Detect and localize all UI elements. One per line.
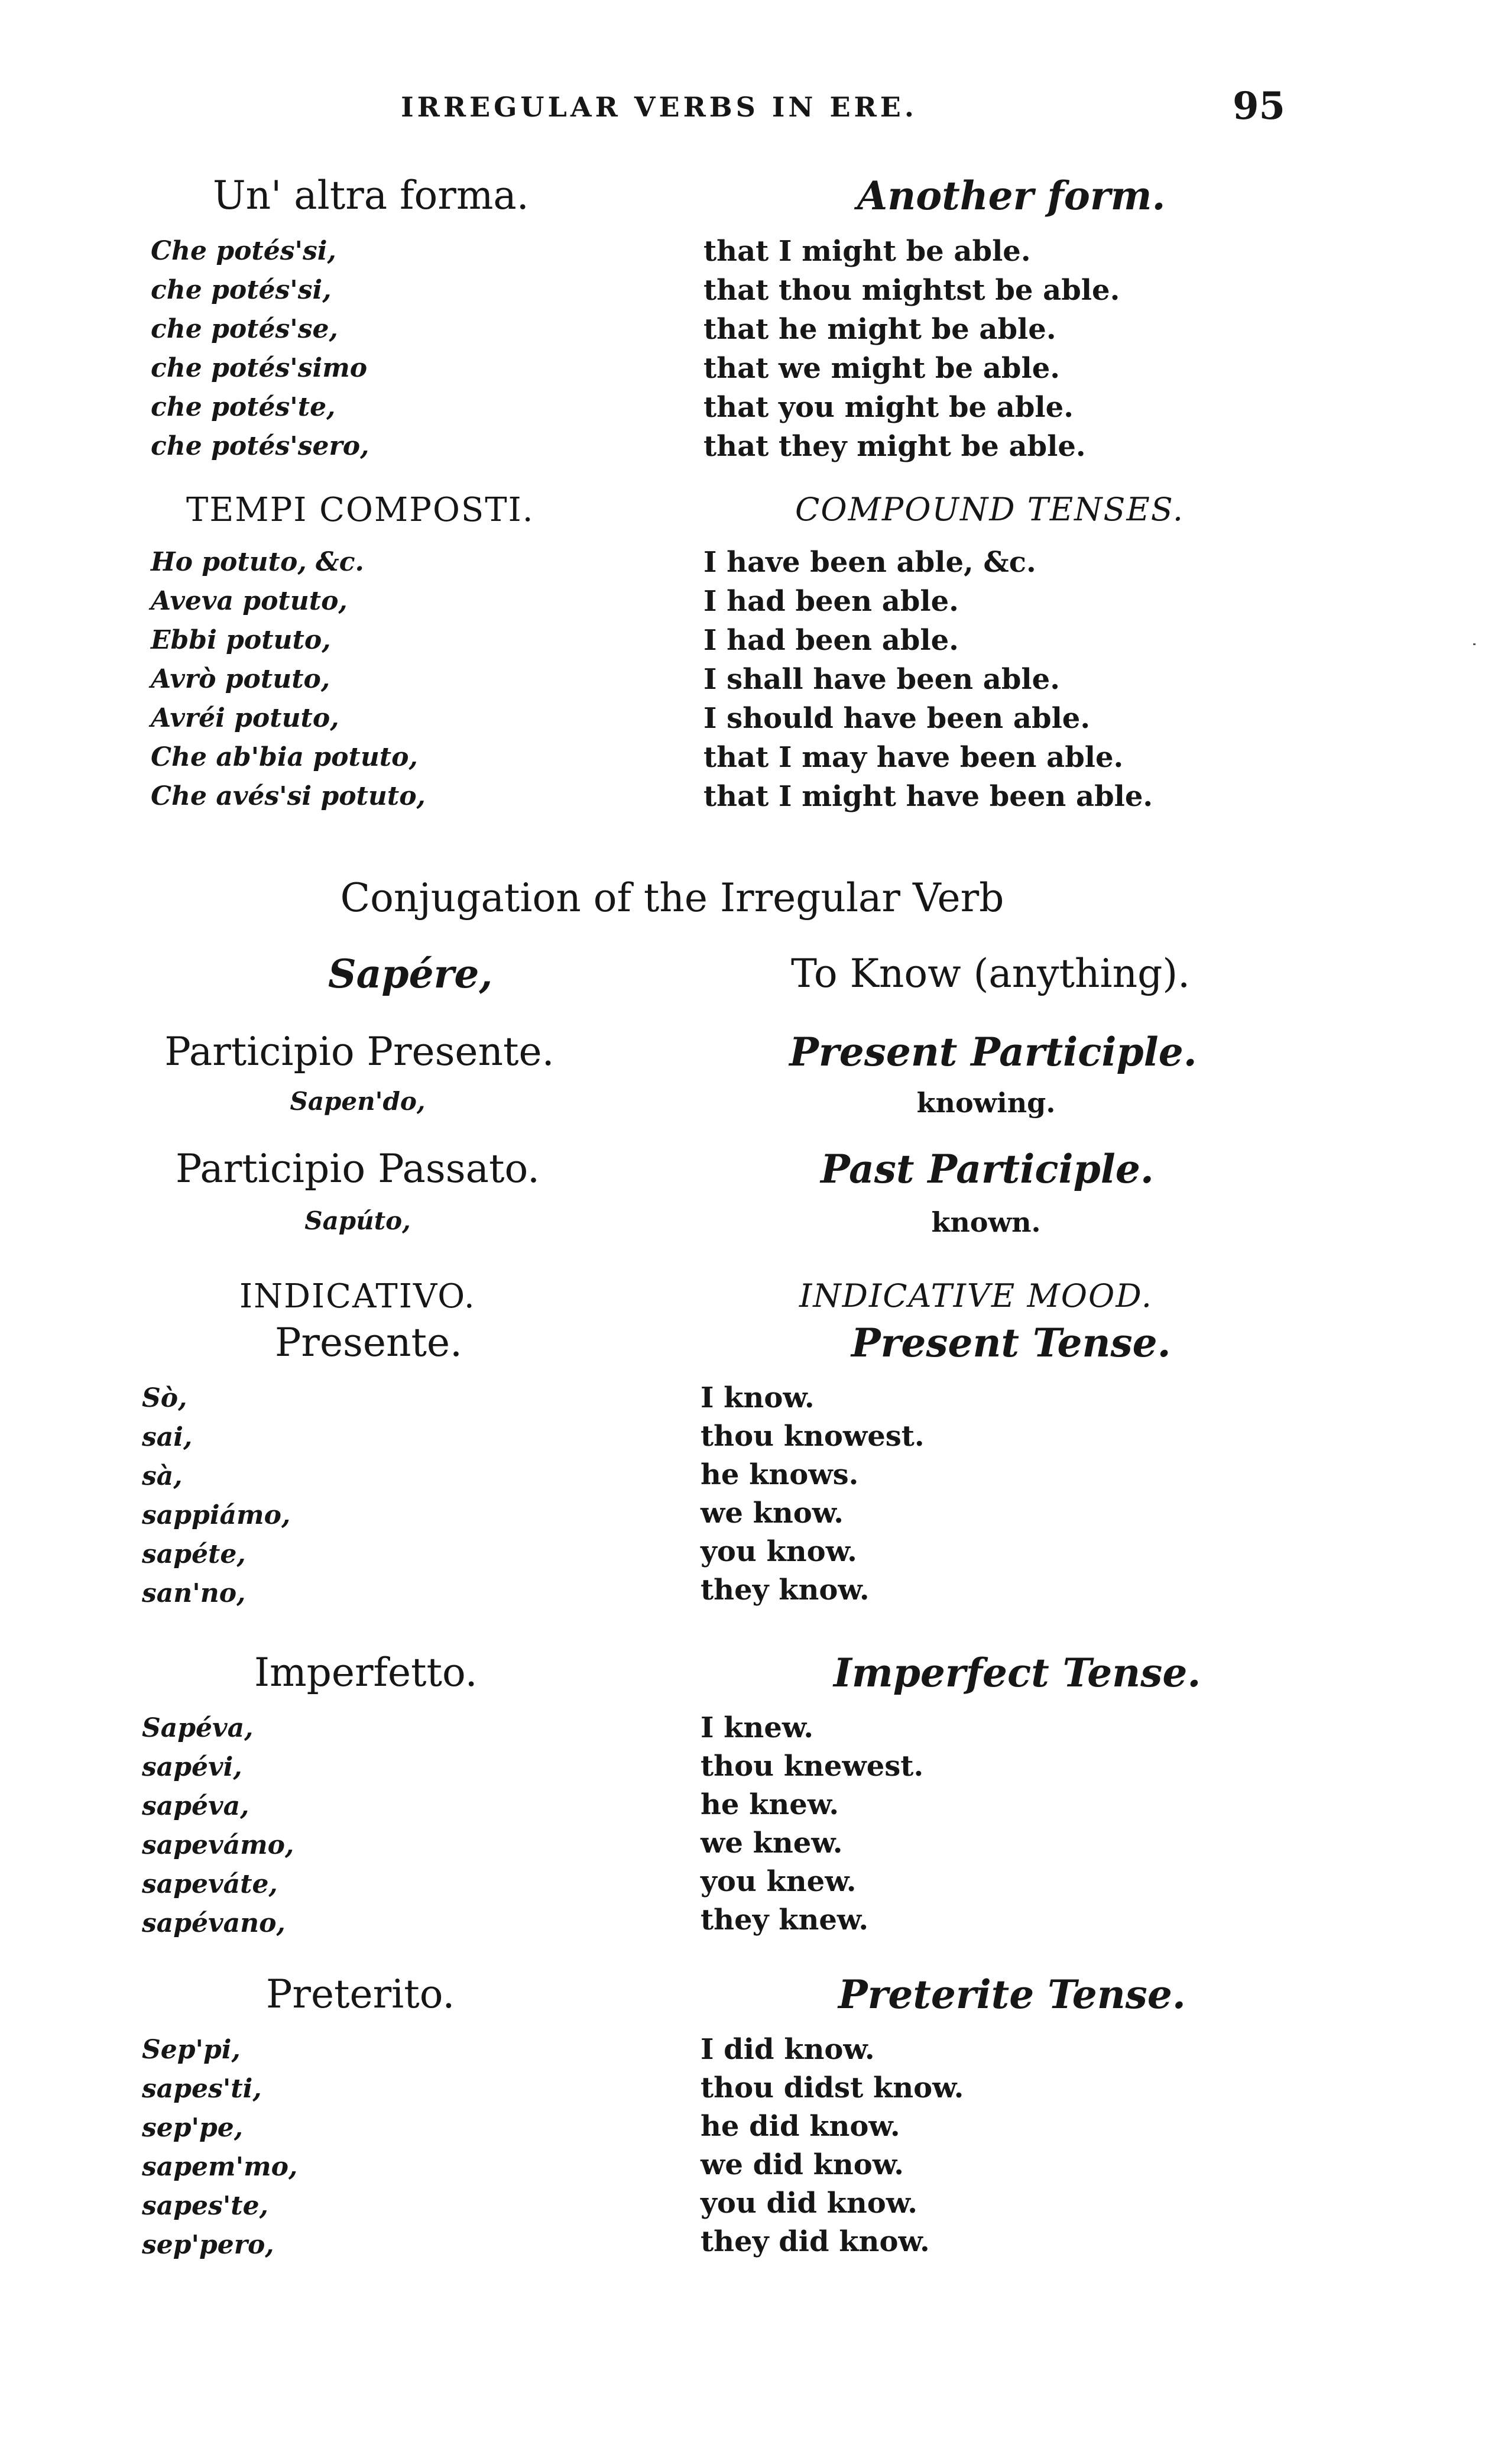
past-participle-english: known. bbox=[931, 1206, 1041, 1238]
english-translation: they did know. bbox=[701, 2225, 930, 2258]
heading-participio-presente: Participio Presente. bbox=[164, 1029, 555, 1074]
italian-verb-form: che potés'sero, bbox=[151, 431, 369, 461]
section-heading-italian-altra-forma: Un' altra forma. bbox=[213, 173, 529, 218]
english-compound-list bbox=[703, 543, 1153, 816]
italian-verb-form: sapéva, bbox=[142, 1791, 249, 1821]
english-translation: we know. bbox=[701, 1497, 844, 1530]
verb-infinitive-italian: Sapére, bbox=[328, 951, 493, 997]
english-translation: I had been able. bbox=[703, 624, 959, 657]
italian-verb-form: sapévi, bbox=[142, 1752, 242, 1782]
heading-present-participle: Present Participle. bbox=[789, 1029, 1197, 1075]
english-present-list bbox=[701, 1379, 925, 1610]
english-translation: I know. bbox=[701, 1381, 815, 1414]
english-translation: I shall have been able. bbox=[703, 663, 1060, 696]
italian-verb-form: Che ab'bia potuto, bbox=[151, 742, 418, 772]
heading-indicativo: INDICATIVO. bbox=[239, 1277, 476, 1316]
italian-verb-form: Ebbi potuto, bbox=[151, 625, 331, 655]
english-form-list bbox=[703, 232, 1120, 466]
english-translation: I should have been able. bbox=[703, 702, 1091, 735]
english-translation: he knew. bbox=[701, 1788, 839, 1821]
heading-present-tense: Present Tense. bbox=[851, 1320, 1171, 1366]
heading-preterite-tense: Preterite Tense. bbox=[838, 1971, 1186, 2018]
italian-verb-form: Che potés'si, bbox=[151, 236, 336, 266]
italian-verb-form: sapes'ti, bbox=[142, 2074, 262, 2104]
italian-verb-form: sà, bbox=[142, 1461, 183, 1491]
past-participle-italian: Sapúto, bbox=[304, 1206, 411, 1235]
section-heading-compound-tenses: COMPOUND TENSES. bbox=[795, 491, 1185, 528]
italian-verb-form: che potés'te, bbox=[151, 392, 336, 422]
english-translation: that he might be able. bbox=[703, 313, 1056, 346]
present-participle-italian: Sapen'do, bbox=[290, 1087, 426, 1116]
present-participle-english: knowing. bbox=[916, 1087, 1056, 1119]
english-translation: they knew. bbox=[701, 1903, 869, 1937]
heading-preterito: Preterito. bbox=[266, 1971, 455, 2017]
italian-verb-form: Aveva potuto, bbox=[151, 586, 348, 616]
heading-past-participle: Past Participle. bbox=[821, 1146, 1154, 1192]
italian-form-list bbox=[151, 232, 369, 466]
english-preterite-list bbox=[701, 2031, 964, 2261]
running-title: IRREGULAR VERBS IN ERE. bbox=[401, 91, 917, 123]
english-translation: that I might be able. bbox=[703, 235, 1031, 268]
english-translation: you know. bbox=[701, 1535, 857, 1568]
italian-verb-form: sep'pero, bbox=[142, 2230, 274, 2260]
italian-verb-form: Che avés'si potuto, bbox=[151, 781, 426, 811]
english-translation: we did know. bbox=[701, 2148, 904, 2181]
italian-verb-form: sappiámo, bbox=[142, 1500, 291, 1530]
italian-imperfect-list bbox=[142, 1709, 294, 1943]
italian-compound-list bbox=[151, 543, 426, 816]
italian-verb-form: sep'pe, bbox=[142, 2113, 244, 2143]
english-translation: you did know. bbox=[701, 2187, 917, 2220]
heading-imperfect-tense: Imperfect Tense. bbox=[834, 1650, 1201, 1696]
heading-imperfetto: Imperfetto. bbox=[254, 1650, 478, 1695]
english-translation: he knows. bbox=[701, 1458, 859, 1491]
english-translation: you knew. bbox=[701, 1865, 857, 1898]
verb-infinitive-english: To Know (anything). bbox=[791, 951, 1191, 996]
english-translation: that I might have been able. bbox=[703, 780, 1153, 813]
italian-verb-form: sapéte, bbox=[142, 1539, 246, 1569]
page-number: 95 bbox=[1233, 84, 1286, 128]
italian-verb-form: san'no, bbox=[142, 1578, 246, 1608]
italian-verb-form: Avrò potuto, bbox=[151, 664, 330, 694]
italian-verb-form: sapévano, bbox=[142, 1908, 286, 1938]
paper-speck bbox=[1473, 643, 1476, 645]
italian-verb-form: sapeváte, bbox=[142, 1869, 278, 1899]
english-translation: that you might be able. bbox=[703, 391, 1074, 424]
italian-verb-form: sapem'mo, bbox=[142, 2152, 298, 2182]
italian-present-list bbox=[142, 1379, 290, 1613]
italian-verb-form: Sò, bbox=[142, 1383, 187, 1413]
italian-verb-form: Avréi potuto, bbox=[151, 703, 339, 733]
italian-verb-form: sapevámo, bbox=[142, 1830, 294, 1860]
italian-preterite-list bbox=[142, 2031, 297, 2265]
english-translation: I knew. bbox=[701, 1711, 814, 1744]
english-translation: that I may have been able. bbox=[703, 741, 1124, 774]
english-translation: he did know. bbox=[701, 2110, 900, 2143]
english-imperfect-list bbox=[701, 1709, 923, 1940]
italian-verb-form: Sep'pi, bbox=[142, 2035, 241, 2065]
english-translation: thou knowest. bbox=[701, 1420, 925, 1453]
english-translation: thou knewest. bbox=[701, 1750, 924, 1783]
italian-verb-form: Sapéva, bbox=[142, 1713, 254, 1743]
conjugation-title: Conjugation of the Irregular Verb bbox=[340, 875, 1004, 921]
italian-verb-form: sai, bbox=[142, 1422, 193, 1452]
italian-verb-form: che potés'se, bbox=[151, 314, 338, 344]
section-heading-tempi-composti: TEMPI COMPOSTI. bbox=[186, 491, 534, 529]
english-translation: they know. bbox=[701, 1573, 870, 1607]
english-translation: I did know. bbox=[701, 2033, 875, 2066]
italian-verb-form: che potés'simo bbox=[151, 353, 368, 383]
heading-participio-passato: Participio Passato. bbox=[175, 1146, 540, 1191]
heading-indicative-mood: INDICATIVE MOOD. bbox=[799, 1277, 1153, 1314]
english-translation: that thou mightst be able. bbox=[703, 274, 1120, 307]
english-translation: we knew. bbox=[701, 1827, 843, 1860]
heading-presente: Presente. bbox=[275, 1320, 463, 1365]
english-translation: that they might be able. bbox=[703, 430, 1086, 463]
section-heading-english-another-form: Another form. bbox=[857, 173, 1166, 219]
english-translation: I had been able. bbox=[703, 585, 959, 618]
english-translation: I have been able, &c. bbox=[703, 546, 1036, 579]
english-translation: thou didst know. bbox=[701, 2071, 964, 2104]
italian-verb-form: Ho potuto, &c. bbox=[151, 547, 364, 577]
english-translation: that we might be able. bbox=[703, 352, 1060, 385]
italian-verb-form: sapes'te, bbox=[142, 2191, 268, 2221]
italian-verb-form: che potés'si, bbox=[151, 275, 332, 305]
